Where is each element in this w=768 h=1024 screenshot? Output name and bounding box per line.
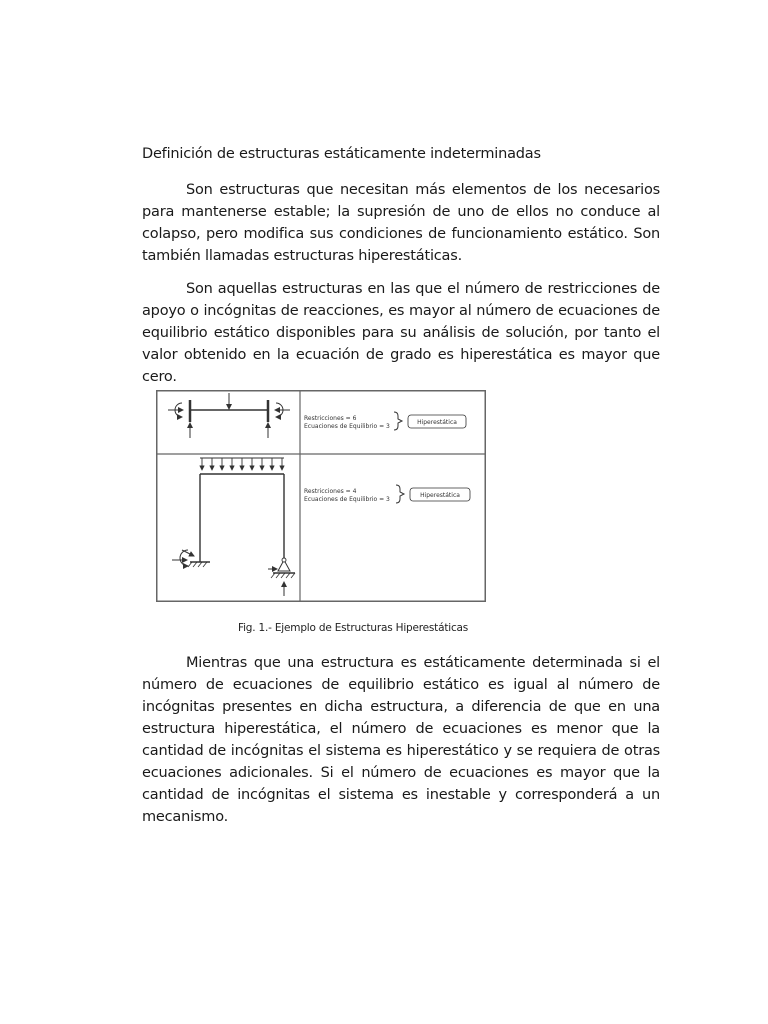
row1-restricciones: Restricciones = 6 (304, 415, 357, 422)
row2-ecuaciones: Ecuaciones de Equilibrio = 3 (304, 496, 390, 503)
row1-ecuaciones: Ecuaciones de Equilibrio = 3 (304, 423, 390, 430)
paragraph-2: Son aquellas estructuras en las que el número de restricciones de apoyo o incógnitas de reacciones, es mayor al número de ecuaciones de equilibrio estático disponibles para su análisis de solución, por tanto el valor obtenido en la ecuación de grado es hiperestática es mayor que cero. (142, 281, 660, 385)
figure-hyperstatic-structures (156, 390, 486, 602)
paragraph-3: Mientras que una estructura es estáticamente determinada si el número de ecuaciones de equilibrio estático es igual al número de incógnitas presentes en dicha estructura, a diferencia de que en una estructura hiperestática, el número de ecuaciones es menor que la cantidad de incógnitas el sistema es hiperestático y se requiera de otras ecuaciones adicionales. Si el número de ecuaciones es mayor que la cantidad de incógnitas el sistema es inestable y corresponderá a un mecanismo. (142, 655, 660, 825)
row2-result-badge: Hiperestática (420, 492, 460, 499)
row2-restricciones: Restricciones = 4 (304, 488, 357, 495)
section-heading: Definición de estructuras estáticamente indeterminadas (142, 146, 541, 162)
paragraph-1: Son estructuras que necesitan más elementos de los necesarios para mantenerse estable; la supresión de uno de ellos no conduce al colapso, pero modifica sus condiciones de funcionamiento estático. Son también llamadas estructuras hiperestáticas. (142, 182, 660, 264)
figure-caption: Fig. 1.- Ejemplo de Estructuras Hiperestáticas (238, 622, 469, 634)
row1-result-badge: Hiperestática (417, 419, 457, 426)
